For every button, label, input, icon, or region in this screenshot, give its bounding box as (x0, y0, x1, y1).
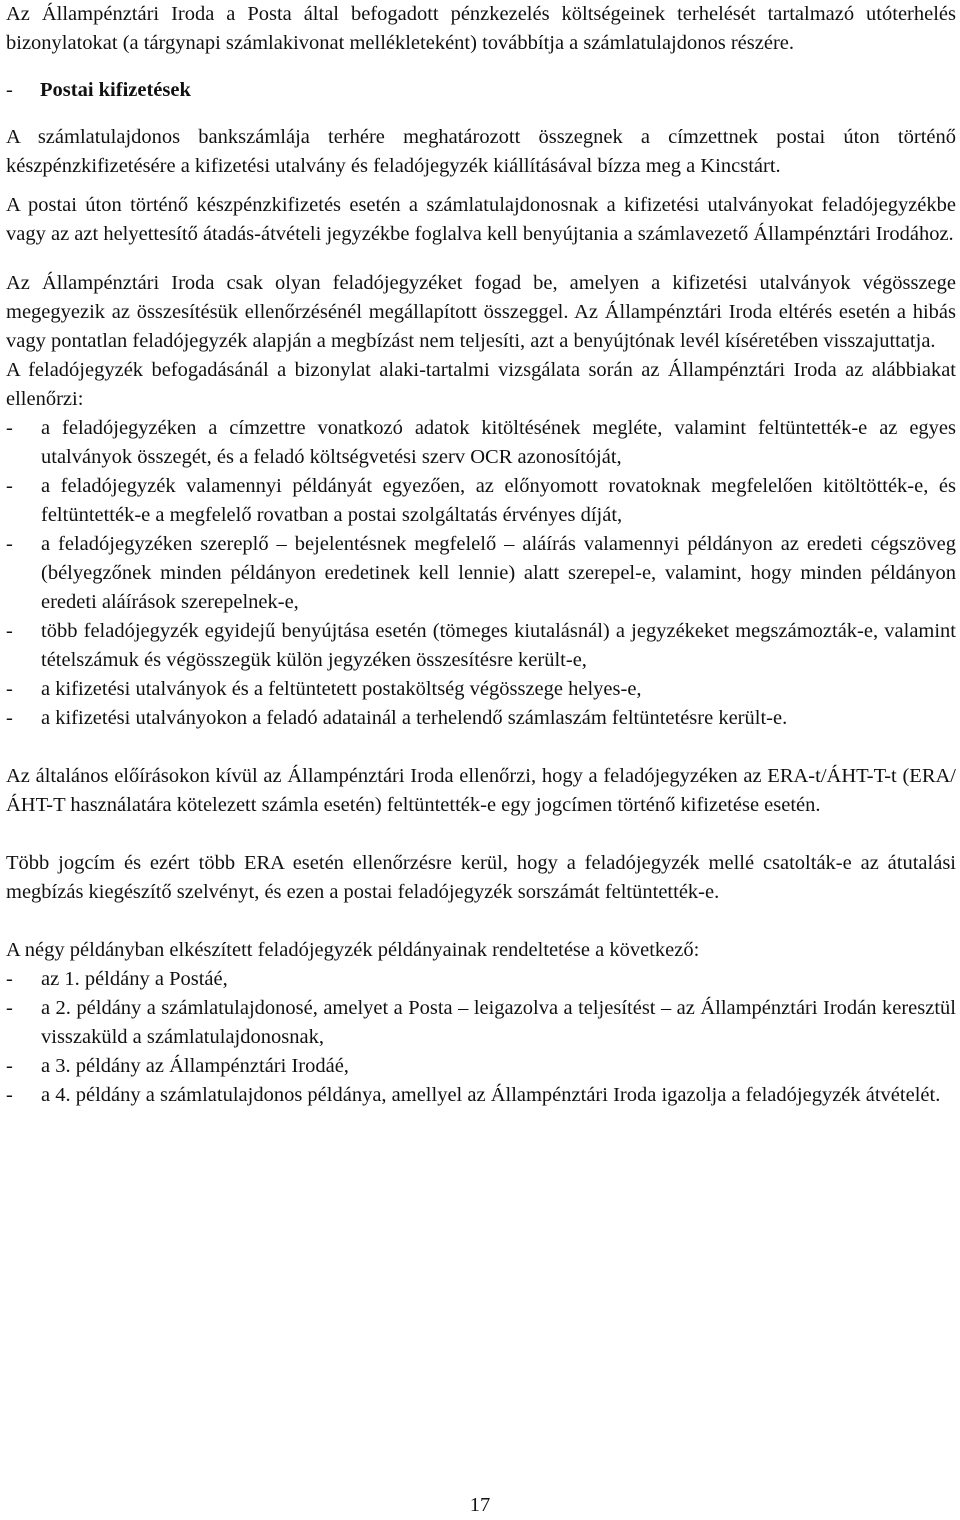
list-dash: - (6, 533, 13, 555)
heading-text: Postai kifizetések (40, 79, 191, 101)
list-item (6, 994, 956, 1052)
paragraph-benyujtas: A postai úton történő készpénzkifizetés esetén a számlatulajdonosnak a kifizetési utalványokat feladójegyzékbe vagy az azt helyettesítő átadás-átvételi jegyzékbe foglalva kell benyújtania a számlavezető Állampénztári Irodához. (6, 194, 956, 245)
check-list (6, 414, 956, 733)
list-item-text: a kifizetési utalványokon a feladó adatainál a terhelendő számlaszám feltüntetésre került-e. (41, 707, 788, 729)
list-item (6, 675, 956, 704)
list-dash: - (6, 1055, 13, 1077)
list-item (6, 617, 956, 675)
paragraph-utoterheles: Az Állampénztári Iroda a Posta által befogadott pénzkezelés költségeinek terhelését tartalmazó utóterhelés bizonylatokat (a tárgynapi számlakivonat mellékleteként) továbbítja a számlatulajdonos részére. (6, 3, 956, 54)
paragraph-era: Az általános előírásokon kívül az Állampénztári Iroda ellenőrzi, hogy a feladójegyzéken az ERA-t/ÁHT-T-t (ERA/ÁHT-T használatára kötelezett számla esetén) feltüntették-e egy jogcímen történő kifizetése esetén. (6, 765, 956, 816)
list-item (6, 1052, 956, 1081)
list-item-text: több feladójegyzék egyidejű benyújtása esetén (tömeges kiutalásnál) a jegyzékeket megszámozták-e, valamint tételszámuk és végösszegük külön jegyzéken összesítésre került-e, (41, 620, 956, 671)
list-dash: - (6, 968, 13, 990)
paragraph-befogadas: Az Állampénztári Iroda csak olyan feladójegyzéket fogad be, amelyen a kifizetési utalványok végösszege megegyezik az összesítésük ellenőrzésénél megállapított összeggel. Az Állampénztári Iroda eltérés esetén a hibás vagy pontatlan feladójegyzék alapján a megbízást nem teljesíti, azt a benyújtónak levél kíséretében visszajuttatja. (6, 272, 956, 352)
list-item (6, 1081, 956, 1110)
list-item-text: az 1. példány a Postáé, (41, 968, 228, 990)
paragraph-ellenorzes-intro: A feladójegyzék befogadásánál a bizonylat alaki-tartalmi vizsgálata során az Állampénztári Iroda az alábbiakat ellenőrzi: (6, 359, 956, 410)
list-dash: - (6, 1084, 13, 1106)
heading-dash: - (6, 79, 13, 101)
copies-list (6, 965, 956, 1110)
list-item (6, 472, 956, 530)
paragraph-peldanyok-intro: A négy példányban elkészített feladójegyzék példányainak rendeltetése a következő: (6, 939, 700, 961)
paragraph-tobb-jogcim: Több jogcím és ezért több ERA esetén ellenőrzésre kerül, hogy a feladójegyzék mellé csatolták-e az átutalási megbízás kiegészítő szelvényt, és ezen a postai feladójegyzék sorszámát feltüntették-e. (6, 852, 956, 903)
list-item-text: a feladójegyzék valamennyi példányát egyezően, az előnyomott rovatoknak megfelelően kitöltötték-e, és feltüntették-e a megfelelő rovatban a postai szolgáltatás érvényes díját, (41, 475, 956, 526)
page-number: 17 (469, 1494, 491, 1516)
list-item-text: a 3. példány az Állampénztári Irodáé, (41, 1055, 349, 1077)
list-item-text: a feladójegyzéken szereplő – bejelentésnek megfelelő – aláírás valamennyi példányon az eredeti cégszöveg (bélyegzőnek minden példányon eredetinek kell lennie) alatt szerepel-e, valamint, hogy minden példányon eredeti aláírások szerepelnek-e, (41, 533, 956, 613)
list-dash: - (6, 620, 13, 642)
list-dash: - (6, 707, 13, 729)
list-item-text: a 4. példány a számlatulajdonos példánya, amellyel az Állampénztári Iroda igazolja a feladójegyzék átvételét. (41, 1084, 941, 1106)
list-dash: - (6, 475, 13, 497)
section-heading (6, 76, 956, 105)
list-dash: - (6, 997, 13, 1019)
list-item (6, 414, 956, 472)
list-item (6, 965, 956, 994)
list-item (6, 704, 956, 733)
list-dash: - (6, 678, 13, 700)
list-item-text: a kifizetési utalványok és a feltüntetett postaköltség végösszege helyes-e, (41, 678, 642, 700)
document-page (6, 0, 956, 1110)
list-dash: - (6, 417, 13, 439)
list-item-text: a feladójegyzéken a címzettre vonatkozó adatok kitöltésének megléte, valamint feltüntették-e az egyes utalványok összegét, és a feladó költségvetési szerv OCR azonosítóját, (41, 417, 956, 468)
paragraph-megbizas: A számlatulajdonos bankszámlája terhére meghatározott összegnek a címzettnek postai úton történő készpénzkifizetésére a kifizetési utalvány és feladójegyzék kiállításával bízza meg a Kincstárt. (6, 126, 956, 177)
list-item (6, 530, 956, 617)
list-item-text: a 2. példány a számlatulajdonosé, amelyet a Posta – leigazolva a teljesítést – az Állampénztári Irodán keresztül visszaküld a számlatulajdonosnak, (41, 997, 956, 1048)
